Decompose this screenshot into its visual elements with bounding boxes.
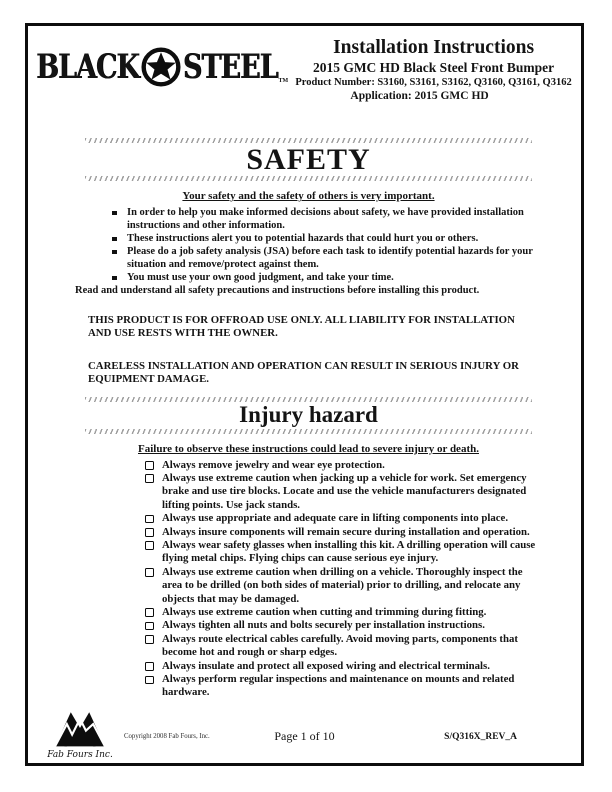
checklist-item-text: Always tighten all nuts and bolts securely per installation instructions. (162, 619, 485, 632)
square-bullet-icon (112, 211, 117, 216)
injury-hazard-section (28, 397, 581, 699)
square-bullet-icon (112, 250, 117, 255)
safety-bullet-list (111, 206, 536, 284)
offroad-warning: THIS PRODUCT IS FOR OFFROAD USE ONLY. ALL LIABILITY FOR INSTALLATION AND USE RESTS WITH THE OWNER. (88, 314, 515, 340)
list-item-text: These instructions alert you to potential hazards that could hurt you or others. (127, 233, 479, 245)
injury-inner (85, 397, 536, 699)
list-item (111, 206, 536, 232)
safety-heading: SAFETY (246, 142, 371, 176)
careless-warning: CARELESS INSTALLATION AND OPERATION CAN RESULT IN SERIOUS INJURY OR EQUIPMENT DAMAGE. (88, 360, 519, 386)
checklist-item (145, 660, 537, 673)
checklist-item-text: Always use extreme caution when jacking up a vehicle for work. Set emergency brake and use tire blocks. Locate and use the vehicle manufacturers designated lifting points. Use jack stands. (162, 471, 527, 511)
checkbox-icon (145, 662, 154, 671)
product-subtitle: 2015 GMC HD Black Steel Front Bumper (312, 60, 555, 75)
application-line: Application: 2015 GMC HD (350, 90, 489, 103)
checklist-item (145, 619, 537, 632)
checkbox-icon (145, 461, 154, 470)
list-item-text: In order to help you make informed decisions about safety, we have provided installation instructions and other information. (127, 207, 524, 232)
checkbox-icon (145, 622, 154, 631)
dotted-divider (85, 176, 532, 181)
checkbox-icon (145, 568, 154, 577)
page-title: Installation Instructions (333, 37, 535, 58)
checklist-item-text: Always use appropriate and adequate care in lifting components into place. (162, 512, 509, 525)
list-item (111, 245, 536, 271)
checklist-item (145, 673, 537, 700)
copyright-text: Copyright 2008 Fab Fours, Inc. (124, 733, 210, 740)
list-item-text: Please do a job safety analysis (JSA) before each task to identify potential hazards for your situation and remove/protect against them. (127, 246, 533, 271)
header-text-block (288, 36, 575, 104)
product-number-line: Product Number: S3160, S3161, S3162, Q3160, Q3161, Q3162 (295, 76, 572, 88)
checklist-item (145, 566, 537, 606)
list-item (111, 271, 536, 284)
logo-word-steel: STEEL (182, 47, 278, 87)
checkbox-icon (145, 528, 154, 537)
checklist-item (145, 633, 537, 660)
trademark-symbol: TM (278, 78, 289, 84)
checklist-item (145, 512, 537, 525)
page-number: Page 1 of 10 (274, 729, 335, 743)
checkbox-icon (145, 474, 154, 483)
page-border (25, 23, 584, 766)
checklist-item-text: Always perform regular inspections and maintenance on mounts and related hardware. (162, 673, 515, 699)
dotted-divider (85, 429, 532, 434)
square-bullet-icon (112, 276, 117, 281)
checkbox-icon (145, 608, 154, 617)
star-circle-icon (140, 46, 182, 88)
safety-tagline: Your safety and the safety of others is very important. (182, 190, 435, 203)
checklist-item (145, 459, 537, 472)
checkbox-icon (145, 676, 154, 685)
checklist-item-text: Always use extreme caution when cutting and trimming during fitting. (162, 605, 487, 618)
checklist-item-text: Always insure components will remain secure during installation and operation. (162, 525, 530, 538)
checkbox-icon (145, 635, 154, 644)
checklist-item (145, 472, 537, 512)
safety-inner (75, 138, 533, 387)
checklist-item-text: Always remove jewelry and wear eye protection. (162, 458, 385, 471)
injury-tagline: Failure to observe these instructions could lead to severe injury or death. (138, 442, 479, 455)
document-header (28, 26, 581, 104)
checklist-item-text: Always insulate and protect all exposed wiring and electrical terminals. (162, 659, 490, 672)
safety-closing-line: Read and understand all safety precautions and instructions before installing this product. (75, 285, 480, 297)
checkbox-icon (145, 515, 154, 524)
safety-section (28, 138, 581, 387)
checkbox-icon (145, 541, 154, 550)
logo-word-black: BLACK (36, 47, 139, 87)
fab-fours-caption: Fab Fours Inc. (47, 750, 113, 760)
injury-heading: Injury hazard (239, 402, 378, 428)
checklist-item (145, 539, 537, 566)
checklist-item-text: Always use extreme caution when drilling on a vehicle. Thoroughly inspect the area to be drilled (on both sides of material) prior to drilling, and relocate any objects that may be damaged. (162, 565, 523, 605)
black-steel-logo (36, 46, 288, 88)
list-item (111, 232, 536, 245)
list-item-text: You must use your own good judgment, and take your time. (127, 272, 394, 284)
revision-code: S/Q316X_REV_A (444, 732, 517, 742)
checklist-item (145, 606, 537, 619)
checklist-item-text: Always route electrical cables carefully. Avoid moving parts, components that become hot and rough or sharp edges. (162, 632, 518, 659)
checklist-item-text: Always wear safety glasses when installing this kit. A drilling operation will cause flying metal chips. Flying chips can cause serious eye injury. (162, 538, 536, 565)
checklist-item (145, 526, 537, 539)
injury-checklist (145, 459, 537, 700)
square-bullet-icon (112, 237, 117, 242)
